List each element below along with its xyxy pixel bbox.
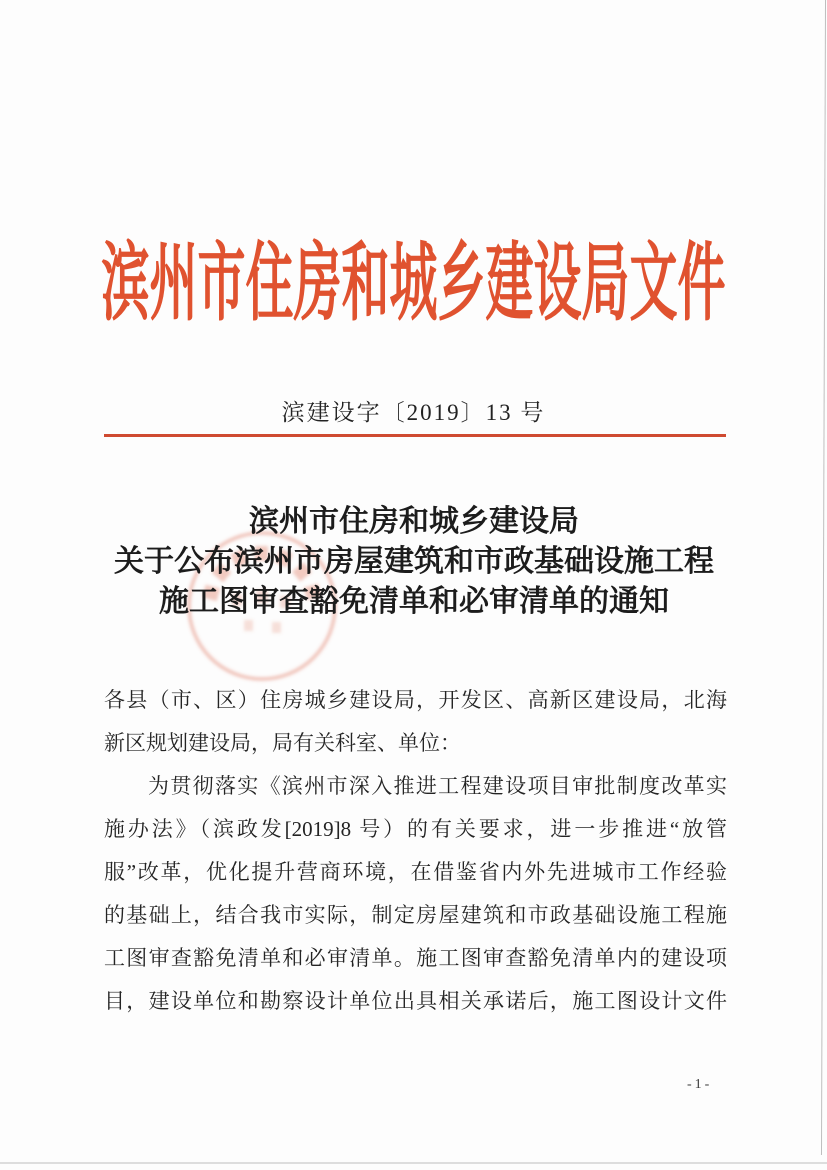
body-line: 为贯彻落实《滨州市深入推进工程建设项目审批制度改革实 (148, 774, 727, 798)
body-line: 新区规划建设局，局有关科室、单位： (104, 731, 461, 755)
body-line: 的基础上，结合我市实际，制定房屋建筑和市政基础设施工程施 (104, 903, 727, 927)
body-line: 施办法》（滨政发[2019]8 号）的有关要求，进一步推进“放管 (104, 817, 727, 841)
document-title (102, 502, 726, 622)
body-line: 工图审查豁免清单和必审清单。施工图审查豁免清单内的建设项 (104, 946, 727, 970)
body-line: 各县（市、区）住房城乡建设局，开发区、高新区建设局，北海 (104, 688, 727, 712)
letterhead-title: 滨州市住房和城乡建设局文件 (101, 236, 726, 332)
scan-edge-bottom (0, 1162, 827, 1164)
body-line: 服”改革，优化提升营商环境，在借鉴省内外先进城市工作经验 (104, 860, 727, 884)
letterhead (0, 228, 827, 332)
body-line: 目，建设单位和勘察设计单位出具相关承诺后，施工图设计文件 (104, 989, 727, 1013)
document-title-line: 关于公布滨州市房屋建筑和市政基础设施工程 (114, 545, 714, 578)
scan-edge-right (821, 0, 826, 1155)
body-text (104, 679, 727, 1023)
page-number: -1- (687, 1077, 713, 1092)
red-divider-rule (104, 434, 726, 437)
document-title-line: 施工图审查豁免清单和必审清单的通知 (159, 585, 669, 618)
document-number: 滨建设字〔2019〕13 号 (281, 400, 546, 425)
document-title-line: 滨州市住房和城乡建设局 (249, 505, 579, 538)
